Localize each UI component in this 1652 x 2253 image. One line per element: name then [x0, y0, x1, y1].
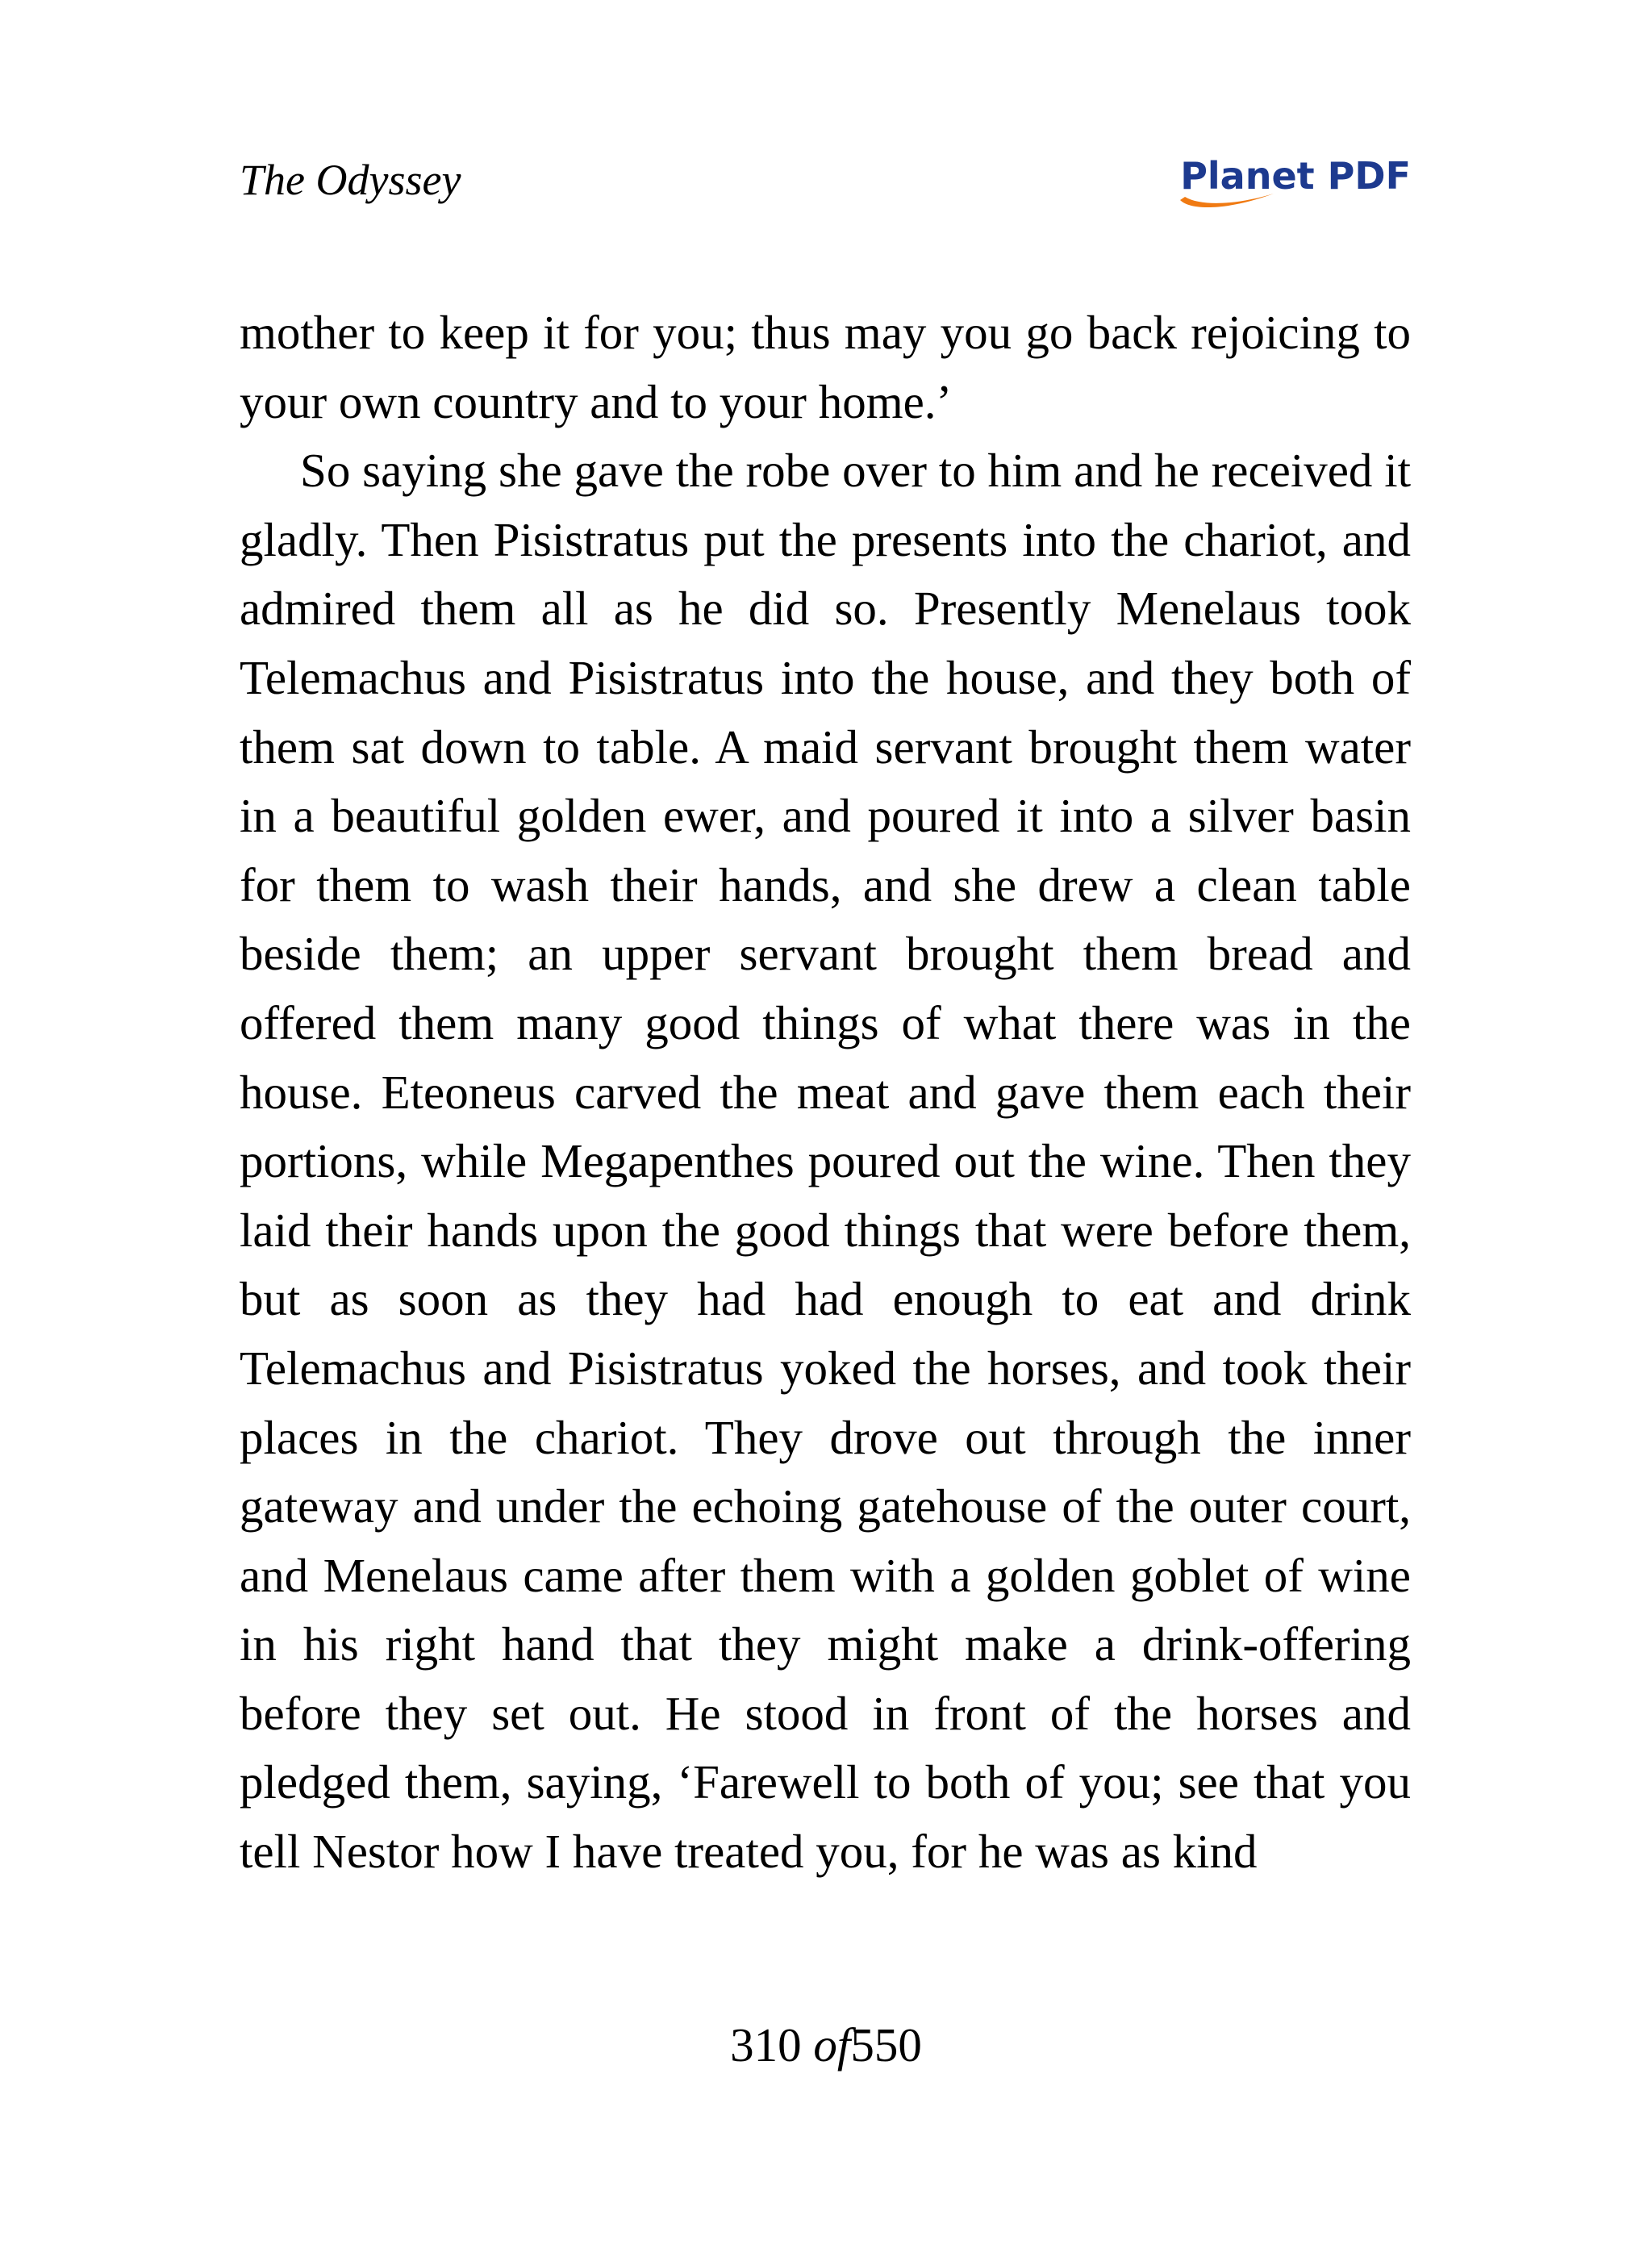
- logo-word-planet: Planet: [1180, 154, 1315, 198]
- page-number: [0, 2009, 1652, 2081]
- current-page-number: 310: [730, 2018, 802, 2072]
- page-body: [240, 298, 1411, 1887]
- page-of-word: of: [813, 2018, 851, 2072]
- total-pages-number: 550: [850, 2018, 922, 2072]
- paragraph: So saying she gave the robe over to him and he received it gladly. Then Pisistratus put the presents into the chariot, and admired them all as he did so. Presently Menelaus took Telemachus and Pisistratus into the house, and they both of them sat down to table. A maid servant brought them water in a beautiful golden ewer, and poured it into a silver basin for them to wash their hands, and she drew a clean table beside them; an upper servant brought them bread and offered them many good things of what there was in the house. Eteoneus carved the meat and gave them each their portions, while Megapenthes poured out the wine. Then they laid their hands upon the good things that were before them, but as soon as they had had enough to eat and drink Telemachus and Pisistratus yoked the horses, and took their places in the chariot. They drove out through the inner gateway and under the echoing gatehouse of the outer court, and Menelaus came after them with a golden goblet of wine in his right hand that they might make a drink-offering before they set out. He stood in front of the horses and pledged them, saying, ‘Farewell to both of you; see that you tell Nestor how I have treated you, for he was as kind: [240, 444, 1411, 1879]
- logo-text: [1180, 152, 1411, 200]
- planet-pdf-logo: [1169, 152, 1411, 210]
- page-header: [240, 144, 1411, 216]
- paragraph-continued: mother to keep it for you; thus may you go back rejoicing to your own country and to your home.’: [240, 306, 1411, 428]
- book-title: The Odyssey: [240, 156, 461, 204]
- logo-word-pdf: PDF: [1327, 154, 1411, 198]
